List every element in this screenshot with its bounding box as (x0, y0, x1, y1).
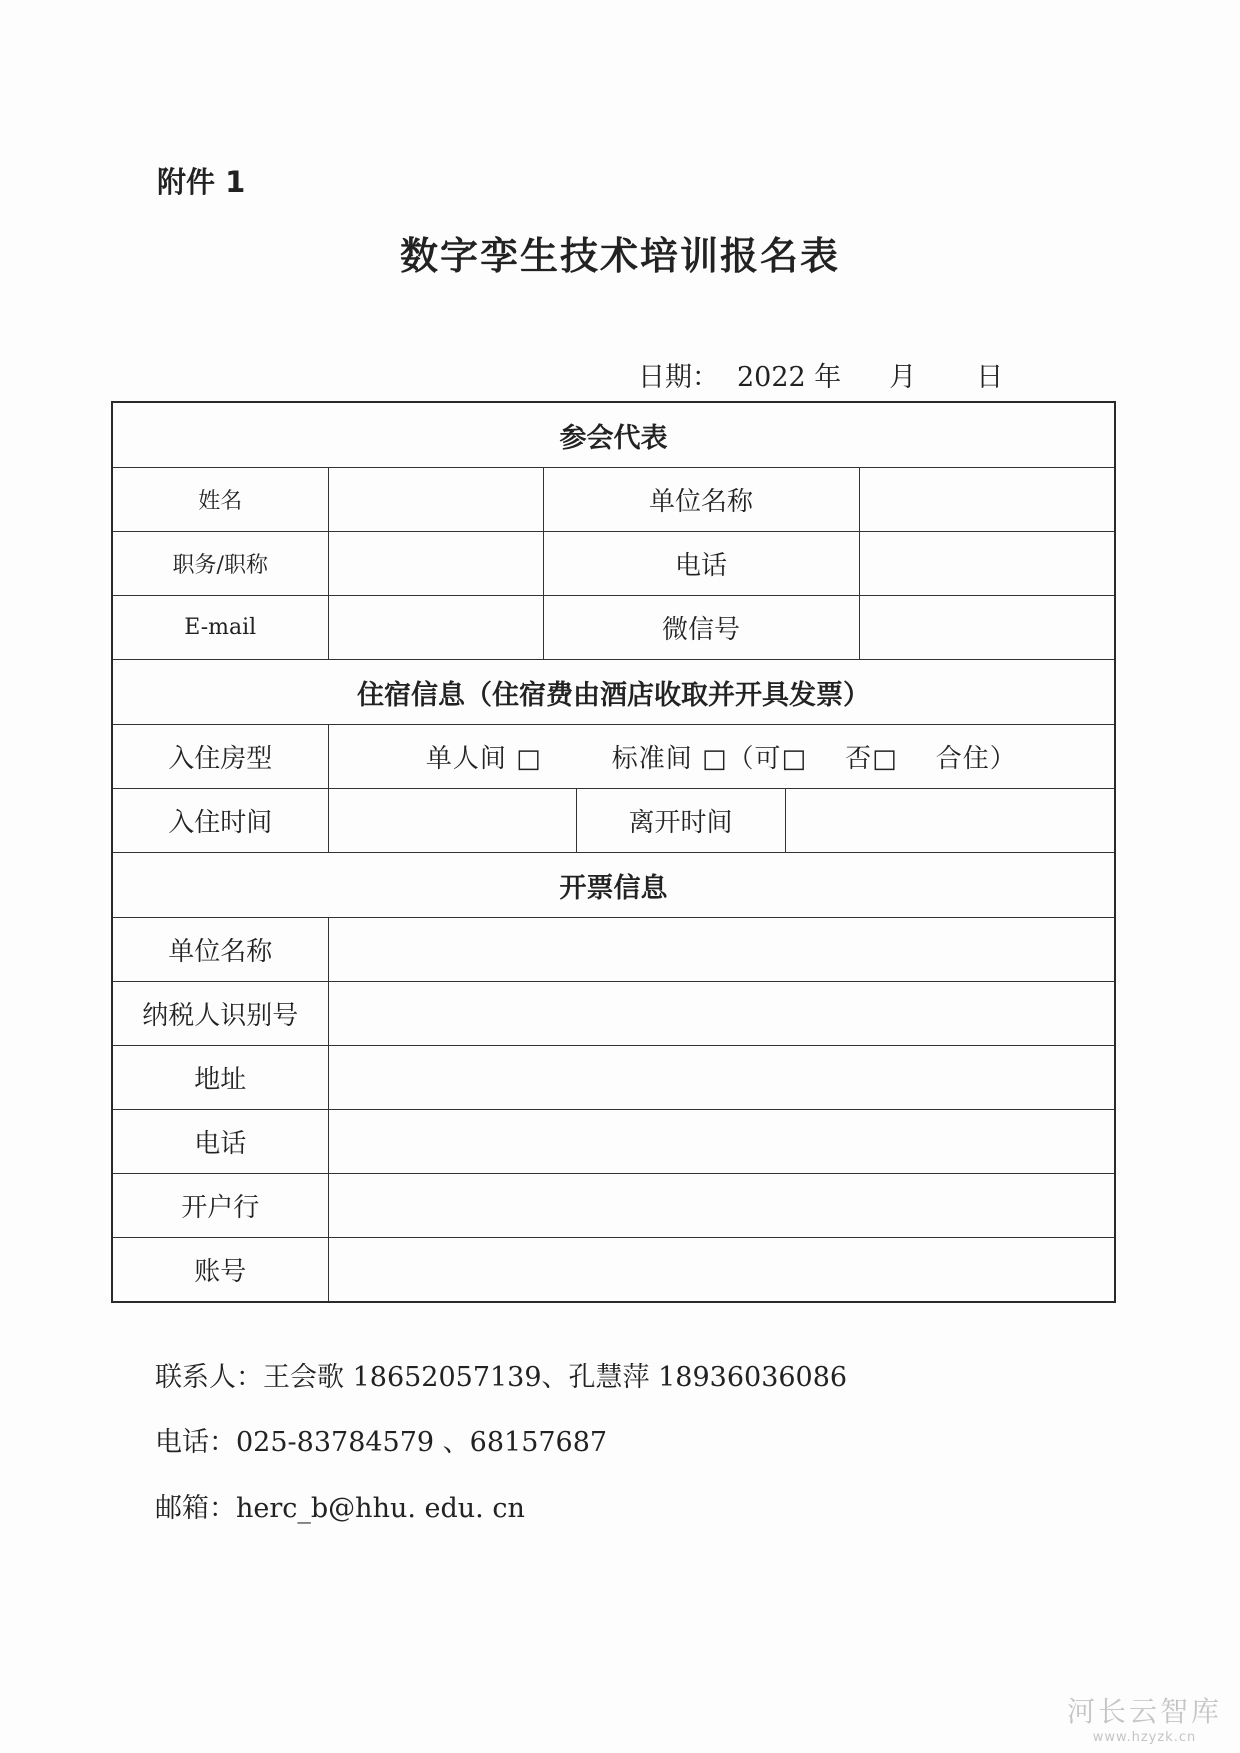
room-share-text: 合住） (935, 744, 1017, 774)
field-invoice-address[interactable] (328, 1046, 1115, 1110)
label-phone: 电话 (543, 532, 859, 596)
label-invoice-org: 单位名称 (112, 918, 328, 982)
label-checkout: 离开时间 (576, 789, 785, 853)
footer-contact: 联系人：王会歌 18652057139、孔慧萍 18936036086 (155, 1362, 848, 1393)
room-standard-option[interactable]: 标准间 □（可□ (611, 744, 808, 774)
field-room-type[interactable] (328, 725, 1115, 789)
field-invoice-org[interactable] (328, 918, 1115, 982)
date-year: 2022 年 (737, 362, 842, 393)
label-checkin: 入住时间 (112, 789, 328, 853)
label-invoice-address: 地址 (112, 1046, 328, 1110)
date-label: 日期： (638, 362, 719, 393)
label-wechat: 微信号 (543, 596, 859, 660)
label-position: 职务/职称 (112, 532, 328, 596)
section-lodging: 住宿信息（住宿费由酒店收取并开具发票） (112, 660, 1115, 725)
field-wechat[interactable] (859, 596, 1115, 660)
watermark-name: 河长云智库 (1066, 1695, 1222, 1728)
footer-phone: 电话：025-83784579 、68157687 (155, 1427, 608, 1458)
field-position[interactable] (328, 532, 543, 596)
watermark (1067, 1690, 1222, 1745)
form-title: 数字孪生技术培训报名表 (399, 233, 840, 278)
field-invoice-account[interactable] (328, 1238, 1115, 1303)
label-email: E-mail (112, 596, 328, 660)
label-room-type: 入住房型 (112, 725, 328, 789)
field-invoice-bank[interactable] (328, 1174, 1115, 1238)
label-invoice-account: 账号 (112, 1238, 328, 1303)
field-email[interactable] (328, 596, 543, 660)
section-invoice: 开票信息 (112, 853, 1115, 918)
date-month: 月 (889, 362, 917, 393)
label-invoice-taxid: 纳税人识别号 (112, 982, 328, 1046)
label-invoice-bank: 开户行 (112, 1174, 328, 1238)
footer-email: 邮箱：herc_b@hhu. edu. cn (155, 1493, 525, 1524)
section-delegate: 参会代表 (112, 402, 1115, 468)
field-invoice-taxid[interactable] (328, 982, 1115, 1046)
field-checkin[interactable] (328, 789, 576, 853)
attachment-label: 附件 1 (157, 165, 246, 199)
label-org-name: 单位名称 (543, 468, 859, 532)
watermark-url: www.hzyzk.cn (1092, 1730, 1197, 1745)
field-name[interactable] (328, 468, 543, 532)
label-name: 姓名 (112, 468, 328, 532)
field-invoice-phone[interactable] (328, 1110, 1115, 1174)
field-checkout[interactable] (785, 789, 1115, 853)
label-invoice-phone: 电话 (112, 1110, 328, 1174)
room-single-option[interactable]: 单人间 □ (425, 744, 542, 774)
field-phone[interactable] (859, 532, 1115, 596)
date-line (638, 355, 1003, 394)
field-org-name[interactable] (859, 468, 1115, 532)
date-day: 日 (976, 362, 1004, 393)
registration-table (111, 401, 1116, 1303)
room-no-share-option[interactable]: 否□ (845, 744, 898, 774)
